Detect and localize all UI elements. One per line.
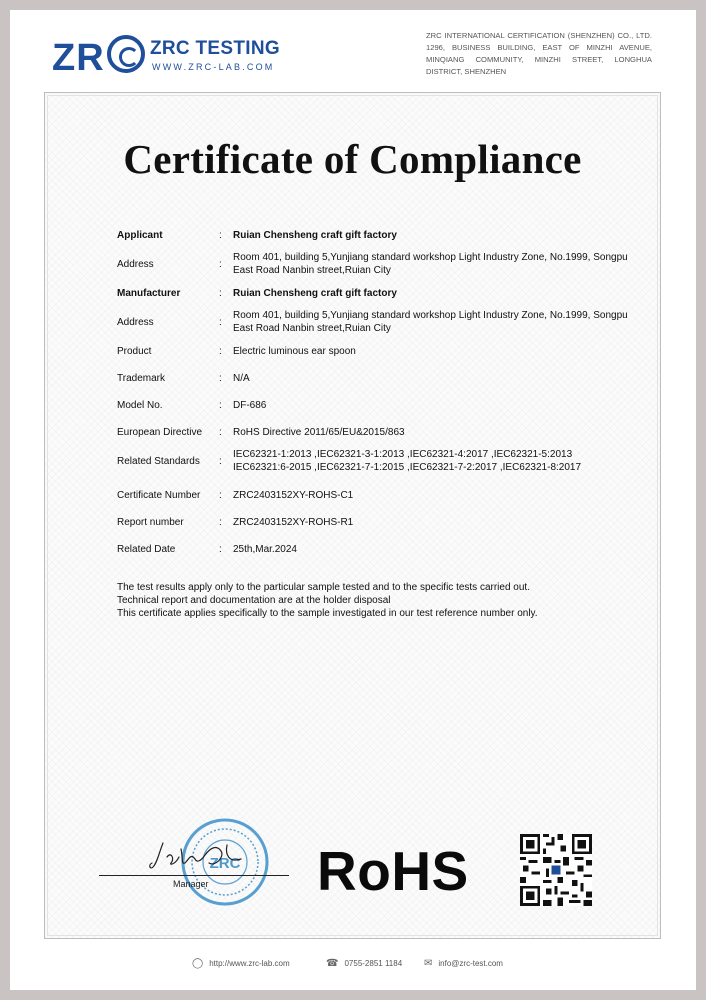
certificate-title: Certificate of Compliance xyxy=(123,136,582,182)
disclaimer xyxy=(117,581,617,620)
manager-label: Manager xyxy=(173,879,209,889)
rohs-logo: RoHS xyxy=(317,840,469,902)
company-address: ZRC INTERNATIONAL CERTIFICATION (SHENZHEN) CO., LTD. 1296, BUSINESS BUILDING, EAST OF MINZHI AVENUE, MINQIANG COMMUNITY, MINZHI STREET, LONGHUA DISTRICT, SHENZHEN xyxy=(426,31,652,76)
signature-line xyxy=(99,875,289,876)
brand-name: ZRC TESTING xyxy=(150,38,280,59)
footer xyxy=(10,958,696,972)
globe-icon: ◯ xyxy=(192,958,204,969)
certificate-page xyxy=(10,10,696,990)
disclaimer-line: This certificate applies specifically to the sample investigated in our test reference number only. xyxy=(117,608,538,619)
email-icon: ✉ xyxy=(424,958,433,969)
footer-email[interactable]: ✉ info@zrc-test.com xyxy=(424,958,503,969)
qr-code-icon xyxy=(520,834,592,906)
disclaimer-line: Technical report and documentation are at the holder disposal xyxy=(117,595,391,606)
manager-signature xyxy=(145,837,255,877)
brand-url: WWW.ZRC-LAB.COM xyxy=(152,62,275,72)
footer-website[interactable]: ◯ http://www.zrc-lab.com xyxy=(192,958,290,969)
phone-icon: ☎ xyxy=(326,958,339,969)
disclaimer-line: The test results apply only to the particular sample tested and to the specific tests carried out. xyxy=(117,582,530,593)
footer-phone: ☎ 0755-2851 1184 xyxy=(326,958,403,969)
certificate-frame: Certificate of Compliance Applicant : Ruian Chensheng craft gift factory Address : Room 401, building 5,Yunjiang standard workshop Light Industry Zone, No.1999, Songpu East Road Nanbin street,Ruian City Manufacturer : Ruian Chensheng craft gift factory Address : Room 401, building 5,Yunjiang standard workshop Light Industry Zone, No.1999, Songpu East Road Nanbin street,Ruian City Product : Electric luminous ear spoon Trademark : N/A Model No. : DF-686 European Directive : RoHS Directive 2011/65/EU&2015/863 Related Standards : IEC62321-1:2013 ,IEC62321-3-1:2013 ,IEC62321-4:2017 ,IEC62321-5:2013 IEC62321:6-2015 ,IEC62321-7-1:2015 ,IEC62321-7-2:2017 ,IEC62321-8:2017 Certificate Number : ZRC2403152XY-ROHS-C1 Report number : ZRC2403152XY-ROHS-R1 Related Date : 25th,Mar.2024 The test results apply only to the particular sample tested and to the specific tests carried out. Technical report and documentation are at the holder disposal This certificate applies specifically to the sample investigated in our test reference number only. ZRC Manager RoHS xyxy=(44,92,661,939)
zrc-logo: ZR xyxy=(52,35,145,75)
svg-text:ZRC: ZRC xyxy=(209,855,241,872)
logo-ring-icon xyxy=(107,35,145,73)
